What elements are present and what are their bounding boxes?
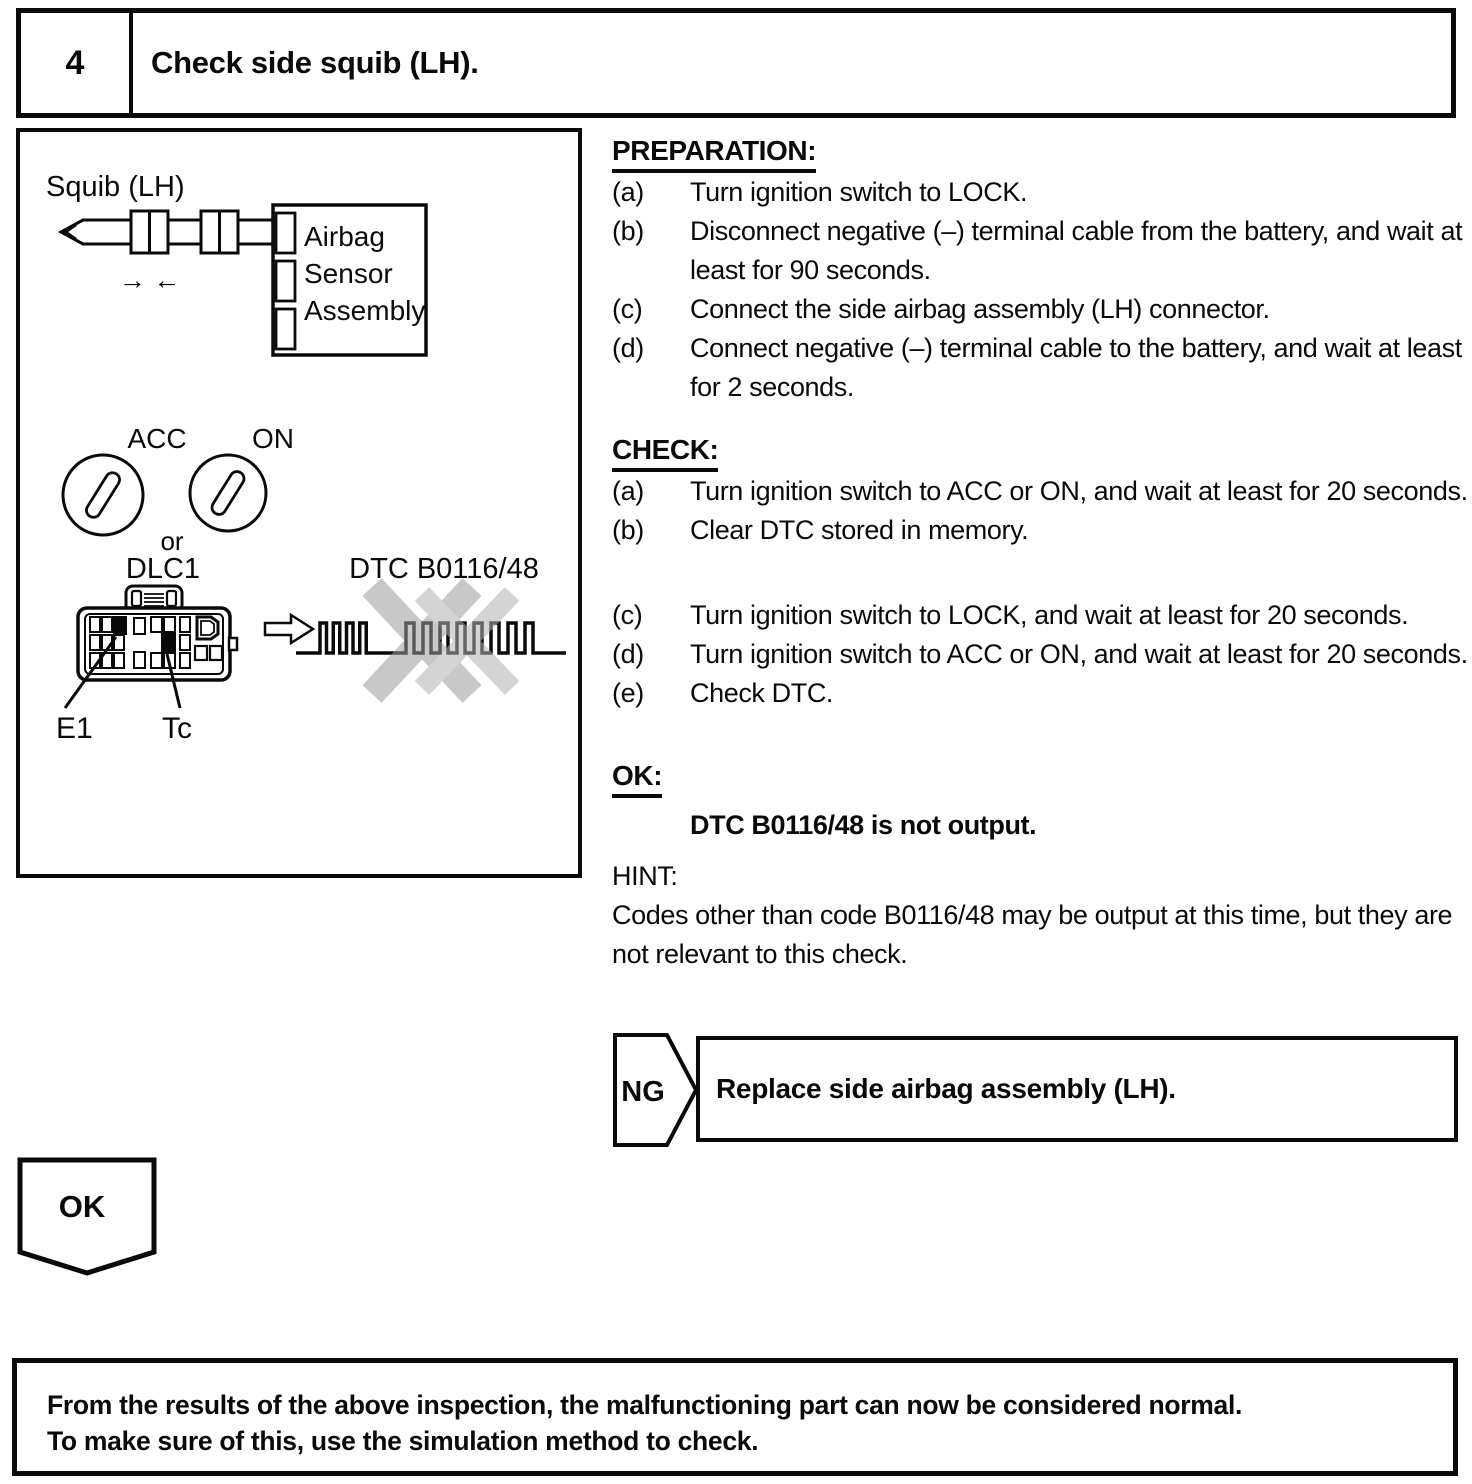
check-step-a [612,472,1472,511]
step-text: Clear DTC stored in memory. [690,515,1029,545]
step-marker: (b) [612,216,644,246]
step-marker: (b) [612,515,644,545]
step-title: Check side squib (LH). [151,45,479,80]
step-marker: (e) [612,678,644,708]
ok-flow-label: OK [58,1189,106,1224]
dlc1-label: DLC1 [125,553,201,585]
check-step-b [612,511,1472,550]
dlc1-connector-icon [65,586,237,708]
prep-step-a [612,173,1472,212]
tc-terminal-label: Tc [162,712,192,745]
step-marker: (c) [612,294,643,324]
e1-pin [113,616,127,635]
preparation-heading: PREPARATION: [612,135,816,173]
airbag-box-line1: Airbag [304,221,385,252]
step-text: Connect the side airbag assembly (LH) connector. [690,294,1270,324]
diagram-panel [16,128,582,878]
footer-line2: To make sure of this, use the simulation method to check. [47,1426,759,1456]
airbag-sensor-assembly-box [273,205,426,355]
key-acc-label: ACC [127,423,187,454]
airbag-box-line3: Assembly [304,295,426,326]
step-text: Turn ignition switch to LOCK, and wait at least for 20 seconds. [690,600,1409,630]
step-marker: (a) [612,476,644,506]
ng-pentagon [612,1032,700,1150]
step-marker: (c) [612,600,643,630]
footer-note [12,1358,1458,1476]
ignition-key-on-icon [190,455,266,531]
tc-pin [161,633,176,652]
connect-arrows-icon: → ← [119,265,181,295]
step-header [16,8,1456,118]
arrow-right-icon [265,615,313,643]
diagram-illustration [20,132,578,874]
step-marker: (d) [612,333,644,363]
step-text: Turn ignition switch to LOCK. [690,177,1028,207]
prep-step-c [612,290,1472,329]
ng-action-box [696,1036,1458,1142]
check-step-e [612,674,1472,713]
step-text: Disconnect negative (–) terminal cable from the battery, and wait at least for 90 seconds. [690,216,1463,285]
step-text: Connect negative (–) terminal cable to the battery, and wait at least for 2 seconds. [690,333,1462,402]
ok-pentagon [16,1156,158,1278]
squib-label: Squib (LH) [46,171,185,203]
check-heading: CHECK: [612,434,718,472]
ok-result: DTC B0116/48 is not output. [690,810,1037,840]
ng-label: NG [621,1076,665,1108]
ok-heading: OK: [612,760,662,798]
check-step-d [612,635,1472,674]
prep-step-b [612,212,1472,290]
key-on-label: ON [252,423,294,454]
procedure-column [612,132,1472,974]
step-text: Turn ignition switch to ACC or ON, and wait at least for 20 seconds. [690,639,1468,669]
dtc-code-label: DTC B0116/48 [349,553,539,585]
ignition-key-acc-icon [63,455,143,535]
squib-connector-icon [61,211,273,253]
step-marker: (d) [612,639,644,669]
airbag-box-line2: Sensor [304,258,393,289]
e1-terminal-label: E1 [56,712,93,745]
check-step-c [612,596,1472,635]
hint-text: Codes other than code B0116/48 may be output at this time, but they are not relevant to this check. [612,900,1453,969]
or-label: or [160,526,184,556]
step-text: Check DTC. [690,678,834,708]
step-marker: (a) [612,177,644,207]
prep-step-d [612,329,1472,407]
hint-heading: HINT: [612,861,678,891]
step-text: Turn ignition switch to ACC or ON, and wait at least for 20 seconds. [690,476,1468,506]
ng-action-text: Replace side airbag assembly (LH). [716,1073,1176,1104]
footer-line1: From the results of the above inspection, the malfunctioning part can now be considered normal. [47,1390,1243,1420]
step-number: 4 [21,13,133,113]
